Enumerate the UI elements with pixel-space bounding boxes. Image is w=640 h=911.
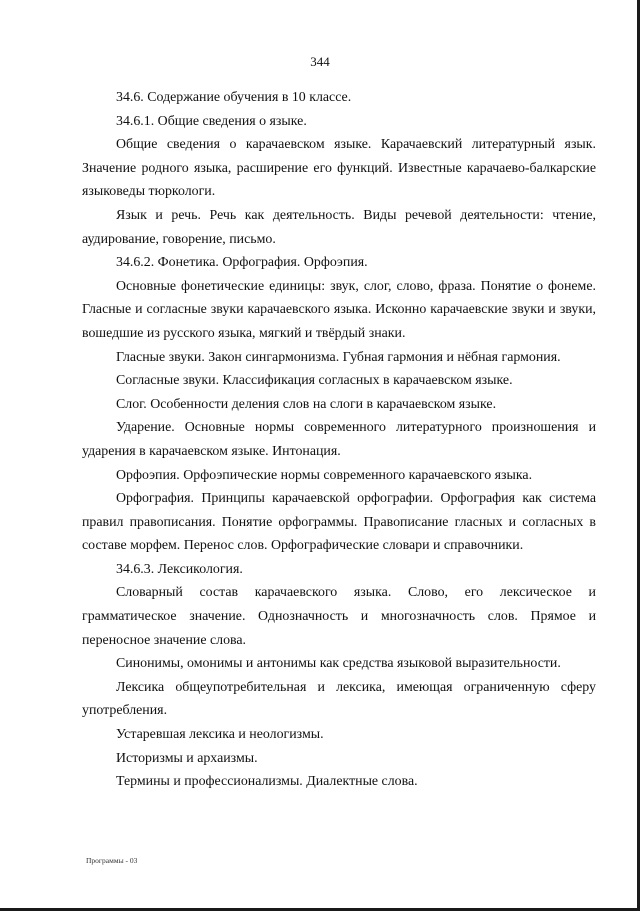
paragraph: Слог. Особенности деления слов на слоги в карачаевском языке.: [116, 396, 497, 412]
paragraph: Ударение. Основные нормы современного литературного произношения и ударения в карачаевском языке. Интонация.: [82, 420, 596, 459]
paragraph: Орфоэпия. Орфоэпические нормы современного карачаевского языка.: [116, 467, 533, 483]
paragraph: Термины и профессионализмы. Диалектные слова.: [116, 774, 418, 790]
page-footer: Программы - 03: [86, 856, 138, 865]
paragraph: Гласные звуки. Закон сингармонизма. Губная гармония и нёбная гармония.: [116, 349, 561, 365]
paragraph: Согласные звуки. Классификация согласных в карачаевском языке.: [116, 373, 513, 389]
paragraph: Лексика общеупотребительная и лексика, имеющая ограниченную сферу употребления.: [82, 679, 596, 719]
paragraph: Синонимы, омонимы и антонимы как средства языковой выразительности.: [116, 656, 561, 672]
paragraph: Устаревшая лексика и неологизмы.: [116, 727, 324, 743]
paragraph: Язык и речь. Речь как деятельность. Виды речевой деятельности: чтение, аудирование, говорение, письмо.: [82, 207, 596, 247]
paragraph: Общие сведения о карачаевском языке. Карачаевский литературный язык. Значение родного языка, расширение его функций. Известные карачаево-балкарские языковеды тюркологи.: [82, 137, 596, 200]
subsection-heading: 34.6.2. Фонетика. Орфография. Орфоэпия.: [116, 255, 368, 271]
paragraph: Словарный состав карачаевского языка. Слово, его лексическое и грамматическое значение. Однозначность и многозначность слов. Прямое и переносное значение слова.: [82, 585, 596, 648]
document-body: [82, 86, 596, 794]
paragraph: Основные фонетические единицы: звук, слог, слово, фраза. Понятие о фонеме. Гласные и согласные звуки карачаевского языка. Исконно карачаевские звуки и звуки, вошедшие из русского языка, мягкий и твёрдый знаки.: [82, 278, 596, 341]
section-heading: 34.6. Содержание обучения в 10 классе.: [116, 90, 352, 105]
subsection-heading: 34.6.1. Общие сведения о языке.: [116, 113, 307, 129]
subsection-heading: 34.6.3. Лексикология.: [116, 561, 243, 577]
paragraph: Историзмы и архаизмы.: [116, 750, 258, 766]
page-number: 344: [310, 54, 330, 69]
paragraph: Орфография. Принципы карачаевской орфографии. Орфография как система правил правописания. Понятие орфограммы. Правописание гласных и согласных в составе морфем. Перенос слов. Орфографические словари и справочники.: [82, 491, 596, 554]
